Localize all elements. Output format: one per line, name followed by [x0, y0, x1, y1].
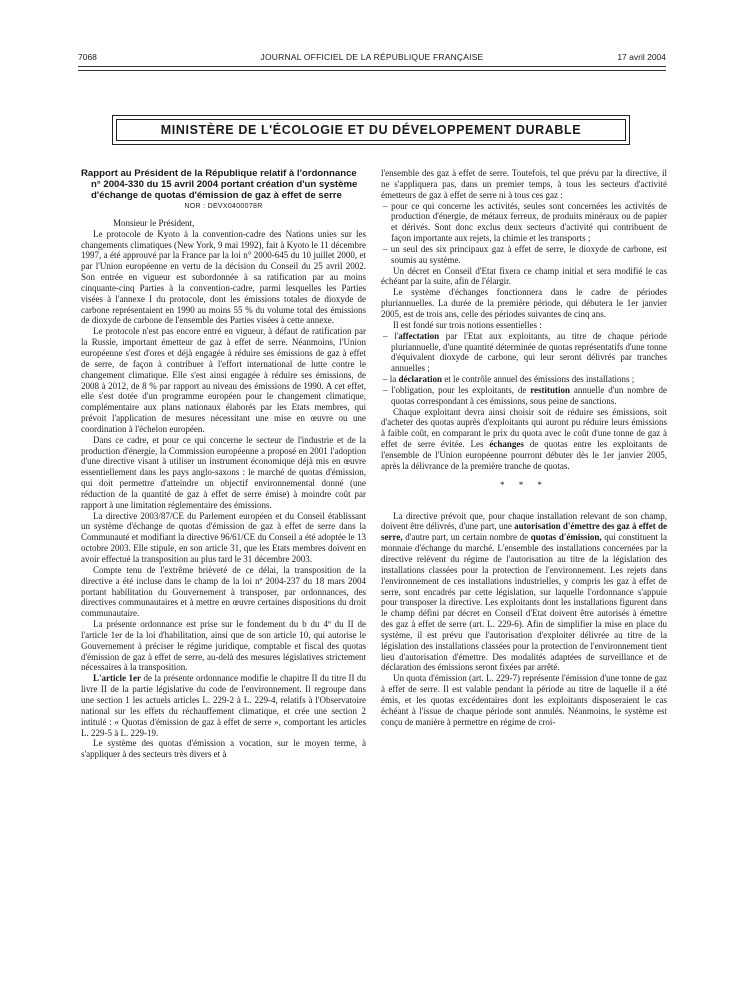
list-item-text: et le contrôle annuel des émissions des installations ; — [442, 374, 635, 385]
journal-title: JOURNAL OFFICIEL DE LA RÉPUBLIQUE FRANÇAISE — [260, 52, 484, 62]
paragraph-text: Chaque exploitant devra ainsi choisir soit de réduire ses émissions, soit d'acheter des quotas auprès d'exploitants qui auront pu réduire leurs émissions à faible coût, en comparant le prix du quota avec le coût d'une tonne de gaz à effet de serre évitée. Les — [381, 406, 667, 450]
quota-keyword: quotas d'émission, — [530, 532, 602, 543]
list-keyword: déclaration — [398, 374, 442, 385]
ministry-banner — [112, 115, 630, 145]
paragraph: Dans ce cadre, et pour ce qui concerne le secteur de l'industrie et de la production d'énergie, la Commission européenne a proposé en 2001 l'adoption d'une directive visant à utiliser un instrument économique déjà mis en œuvre essentiellement dans les pays anglo-saxons : le marché de quotas d'émission, qui doit permettre d'atteindre un objectif environnemental donné (une réduction de la quantité de gaz à effet de serre émise) à moindre coût par rapport à une limitation réglementaire des émissions. — [81, 434, 366, 510]
paragraph: La directive 2003/87/CE du Parlement européen et du Conseil établissant un système d'échange de quotas d'émission de gaz à effet de serre dans la Communauté et modifiant la directive 96/61/CE du Conseil a été adoptée le 13 octobre 2003. Elle stipule, en son article 31, que les Etats membres doivent en avoir effectué la transposition au plus tard le 31 décembre 2003. — [81, 510, 366, 564]
paragraph: La présente ordonnance est prise sur le fondement du b du 4º du II de l'article 1er de la loi d'habilitation, ainsi que de son article 10, qui autorise le Gouvernement à préciser le régime juridique, comptable et fiscal des quotas d'émission de gaz à effet de serre, au-delà des mesures législatives strictement nécessaires à la transposition. — [81, 619, 366, 673]
paragraph — [381, 511, 667, 674]
ministry-title: MINISTÈRE DE L'ÉCOLOGIE ET DU DÉVELOPPEMENT DURABLE — [116, 119, 626, 141]
paragraph-text: de quotas entre les exploitants de l'ensemble de l'Union européenne pourront débuter dès le 1er janvier 2005, après la délivrance de la première tranche de quotas. — [381, 439, 668, 471]
paragraph: Compte tenu de l'extrême brièveté de ce délai, la transposition de la directive a été incluse dans le champ de la loi nº 2004-237 du 18 mars 2004 portant habilitation du Gouvernement à transposer, par ordonnances, des directives communautaires et à mettre en œuvre certaines dispositions du droit communautaire. — [81, 564, 366, 619]
column-left — [81, 168, 366, 760]
list-item-text: par l'Etat aux exploitants, au titre de chaque période pluriannuelle, d'une quantité déterminée de quotas représentatifs d'une tonne d'équivalent dioxyde de carbone, qui leur seront délivrés par tranches annuelles ; — [391, 330, 667, 374]
section-separator: * * * — [500, 479, 548, 490]
list-item: – pour ce qui concerne les activités, seules sont concernées les activités de production d'énergie, de métaux ferreux, de produits minéraux ou de papier et dérivés. Sont donc exclus deux secteurs d'activité qui contribuent de façon importante aux rejets, la chimie et les transports ; — [381, 201, 667, 244]
exchange-keyword: échanges — [489, 439, 524, 450]
list-item-prefix: l'obligation, pour les exploitants, de — [391, 384, 531, 395]
paragraph: Le système des quotas d'émission a vocation, sur le moyen terme, à s'appliquer à des secteurs très divers et à — [81, 738, 366, 760]
list-keyword: affectation — [398, 330, 440, 341]
paragraph: Le système d'échanges fonctionnera dans le cadre de périodes pluriannuelles. La durée de la première période, qui débutera le 1er janvier 2005, est de trois ans, celle des périodes suivantes de cinq ans. — [381, 287, 667, 319]
list-item — [381, 374, 667, 385]
paragraph-article-1 — [81, 673, 366, 738]
paragraph: Le protocole n'est pas encore entré en vigueur, à défaut de ratification par la Russie, important émetteur de gaz à effet de serre. Néanmoins, l'Union européenne s'est d'ores et déjà engagée à réduire ses émissions de gaz à effet de serre, de façon à contribuer à l'effort international de lutte contre le changement climatique. Elle s'est ainsi engagée à réduire ses émissions, de 2008 à 2012, de 8 % par rapport au niveau des émissions de 1990. A cet effet, elle s'est dotée d'un programme européen pour le changement climatique, complémentaire aux plans nationaux élaborés par les Etats membres, qui prévoit l'application de mesures nécessitant une mise en œuvre ou une coordination à l'échelon européen. — [81, 326, 366, 434]
page-header — [78, 52, 666, 66]
list-item — [381, 331, 667, 374]
paragraph-text: qui constituent la monnaie d'échange du marché. L'ensemble des installations concernées par la directive relèvent du régime de l'autorisation au titre de la législation des installations classées pour la protection de l'environnement. Les rejets dans l'environnement de ces installations industrielles, y compris les gaz à effet de serre, sont encadrés par cette législation, sur laquelle l'ordonnance s'appuie pour transposer la directive. Les exploitants dont les installations figurent dans le champ défini par décret en Conseil d'Etat doivent être autorisés à émettre des gaz à effet de serre (art. L. 229-6). Afin de simplifier la mise en place du système, il est prévu que l'autorisation d'exploiter délivrée au titre de la législation des installations classées pour la protection de l'environnement tient lieu d'autorisation d'émettre. Des modalités adaptées de surveillance et de déclaration des émissions seront fixées par arrêté. — [381, 532, 667, 673]
article-keyword: L'article 1er — [93, 673, 141, 684]
header-rule-secondary — [78, 70, 666, 71]
paragraph: l'ensemble des gaz à effet de serre. Toutefois, tel que prévu par la directive, il ne s'appliquera pas, dans un premier temps, à tous les secteurs d'activité émetteurs de gaz à effet de serre ni à tous ces gaz : — [381, 168, 667, 200]
paragraph-text: de la présente ordonnance modifie le chapitre II du titre II du livre II de la partie législative du code de l'environnement. Il regroupe dans une section 1 les actuels articles L. 229-2 à L. 229-4, relatifs à l'Observatoire national sur les effets du réchauffement climatique, et crée une section 2 intitulé : « Quotas d'émission de gaz à effet de serre », comportant les articles L. 229-5 à L. 229-19. — [81, 673, 366, 738]
nor-reference: NOR : DEVX0400078R — [184, 203, 263, 210]
paragraph: Un décret en Conseil d'Etat fixera ce champ initial et sera modifié le cas échéant par la suite, afin de l'élargir. — [381, 265, 667, 287]
list-keyword: restitution — [530, 384, 571, 395]
list-item — [381, 385, 667, 407]
scope-list — [381, 201, 667, 266]
authorization-keyword: autorisation d'émettre des gaz à effet de serre, — [381, 521, 667, 543]
notions-list — [381, 331, 667, 407]
header-rule — [78, 66, 666, 67]
paragraph — [381, 407, 667, 472]
paragraph-text: d'autre part, un certain nombre de — [402, 532, 531, 543]
issue-date: 17 avril 2004 — [617, 52, 666, 62]
page-number: 7068 — [78, 52, 97, 62]
paragraph: Un quota d'émission (art. L. 229-7) représente l'émission d'une tonne de gaz à effet de serre. Il est valable pendant la période au titre de laquelle il a été émis, et les quotas excédentaires dont les exploitants disposeraient le cas échéant à l'issue de chaque période sont annulés. Néanmoins, le système est conçu de manière à permettre en régime de croi- — [381, 673, 667, 727]
paragraph: Il est fondé sur trois notions essentielles : — [393, 319, 542, 330]
salutation: Monsieur le Président, — [113, 217, 195, 228]
list-item-prefix: la — [389, 374, 399, 385]
list-item-text: annuelle d'un nombre de quotas correspondant à ces émissions, sous peine de sanctions. — [391, 384, 668, 406]
paragraph: Le protocole de Kyoto à la convention-cadre des Nations unies sur les changements climatiques (New York, 9 mai 1992), fait à Kyoto le 11 décembre 1997, a été approuvé par la France par la loi n° 2000-645 du 10 juillet 2000, et par l'Union européenne en vertu de la décision du Conseil du 25 avril 2002. Son entrée en vigueur est subordonnée à sa ratification par au moins cinquante-cinq Parties à la convention-cadre, parmi lesquelles les Parties visées à l'annexe I du protocole, dont les émissions totales de dioxyde de carbone représentaient en 1990 au moins 55 % du volume total des émissions de dioxyde de carbone de l'ensemble des Parties visées à cette annexe. — [81, 228, 366, 326]
paragraph-text: La directive prévoit que, pour chaque installation relevant de son champ, doivent être délivrés, d'une part, une — [381, 510, 667, 532]
column-right — [381, 168, 667, 728]
list-item: – un seul des six principaux gaz à effet de serre, le dioxyde de carbone, est soumis au système. — [381, 244, 667, 266]
list-item-prefix: l' — [394, 330, 399, 341]
report-title: Rapport au Président de la République relatif à l'ordonnance n° 2004-330 du 15 avril 2004 portant création d'un système d'échange de quotas d'émission de gaz à effet de serre — [81, 168, 358, 201]
